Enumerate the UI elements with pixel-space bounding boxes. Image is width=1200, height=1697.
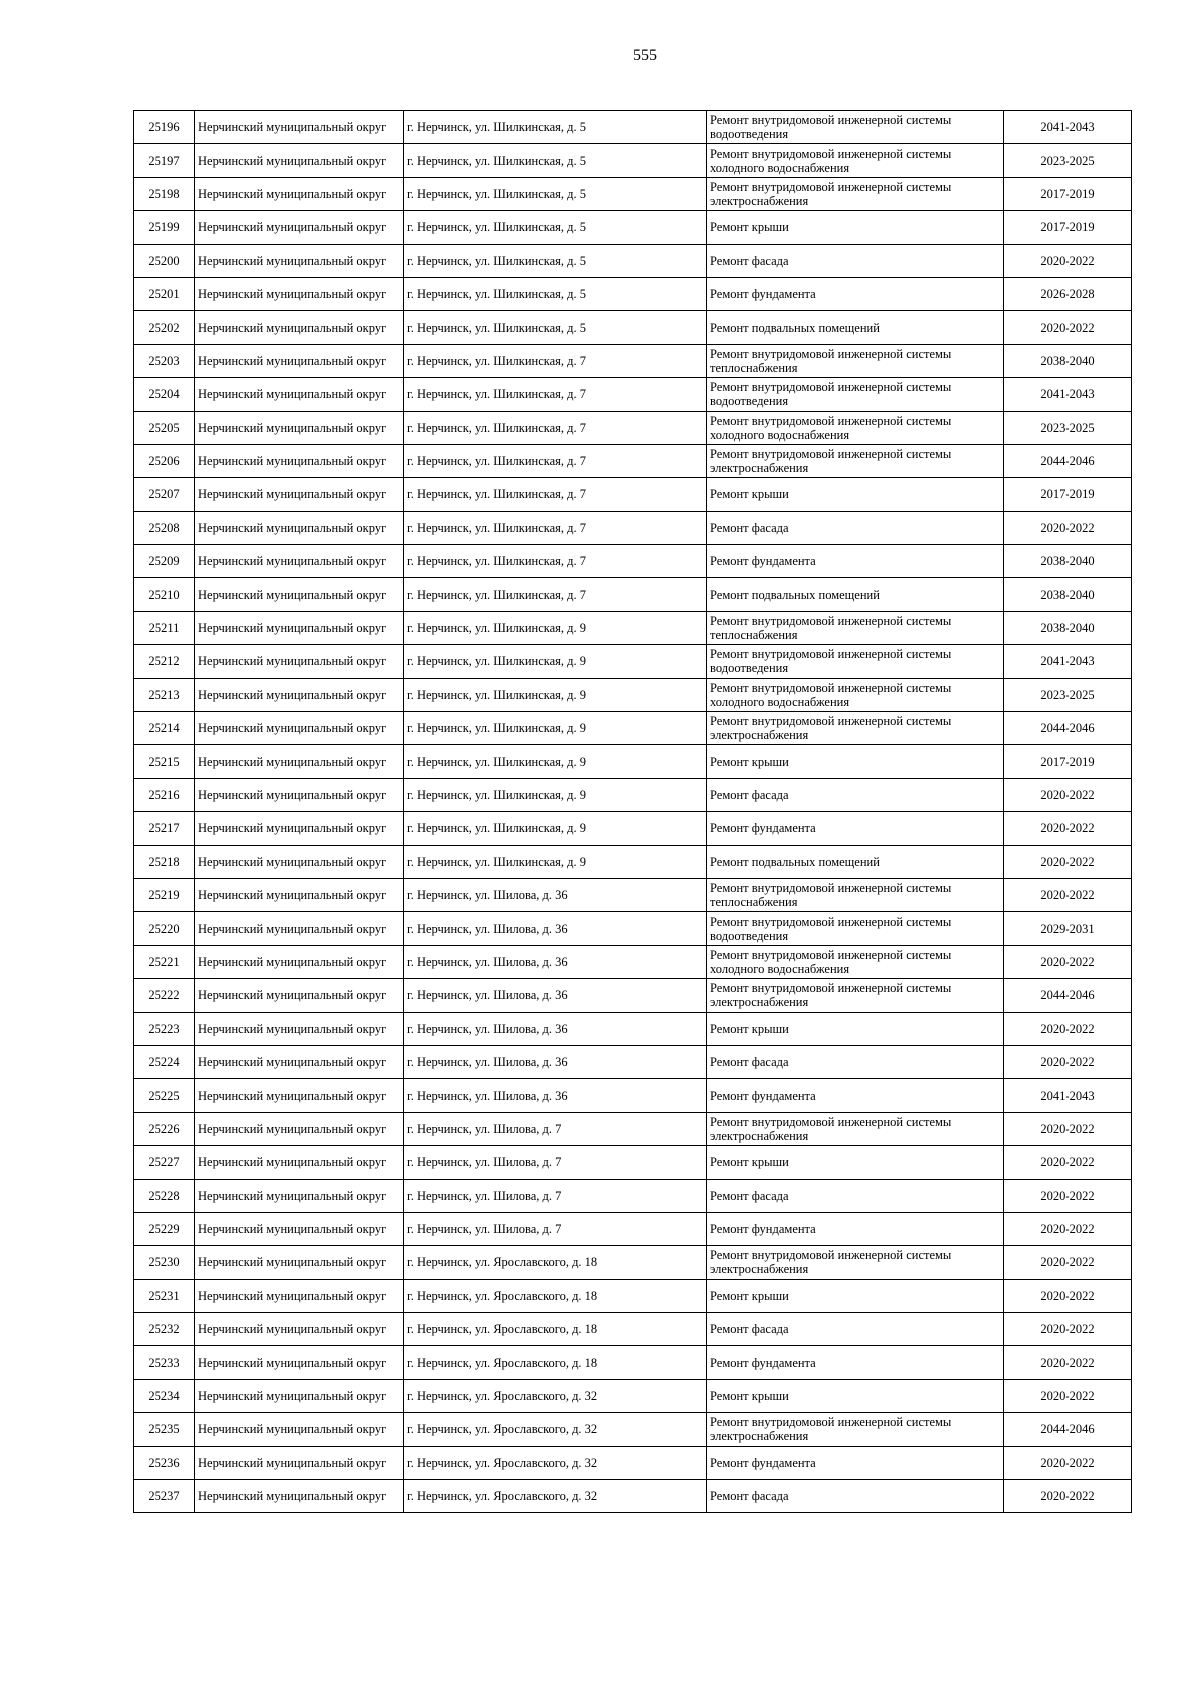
work-type-cell: Ремонт фундамента: [707, 1346, 1004, 1379]
district-cell: Нерчинский муниципальный округ: [195, 511, 404, 544]
address-cell: г. Нерчинск, ул. Шилкинская, д. 5: [404, 111, 707, 144]
work-type-cell: Ремонт подвальных помещений: [707, 311, 1004, 344]
period-cell: 2020-2022: [1004, 1379, 1132, 1412]
work-type-cell: Ремонт фасада: [707, 778, 1004, 811]
table-row: [134, 1045, 1132, 1078]
district-cell: Нерчинский муниципальный округ: [195, 244, 404, 277]
row-number: 25204: [134, 378, 195, 411]
table-row: [134, 745, 1132, 778]
district-cell: Нерчинский муниципальный округ: [195, 1446, 404, 1479]
row-number: 25218: [134, 845, 195, 878]
table-row: [134, 111, 1132, 144]
work-type-cell: Ремонт крыши: [707, 1012, 1004, 1045]
address-cell: г. Нерчинск, ул. Шилкинская, д. 9: [404, 678, 707, 711]
row-number: 25234: [134, 1379, 195, 1412]
address-cell: г. Нерчинск, ул. Ярославского, д. 32: [404, 1379, 707, 1412]
table-row: [134, 1146, 1132, 1179]
work-type-cell: Ремонт фасада: [707, 1313, 1004, 1346]
district-cell: Нерчинский муниципальный округ: [195, 1012, 404, 1045]
district-cell: Нерчинский муниципальный округ: [195, 1212, 404, 1245]
address-cell: г. Нерчинск, ул. Ярославского, д. 32: [404, 1480, 707, 1513]
work-type-cell: Ремонт внутридомовой инженерной системы электроснабжения: [707, 979, 1004, 1012]
address-cell: г. Нерчинск, ул. Ярославского, д. 32: [404, 1446, 707, 1479]
address-cell: г. Нерчинск, ул. Ярославского, д. 18: [404, 1346, 707, 1379]
period-cell: 2029-2031: [1004, 912, 1132, 945]
row-number: 25202: [134, 311, 195, 344]
period-cell: 2020-2022: [1004, 1279, 1132, 1312]
address-cell: г. Нерчинск, ул. Шилкинская, д. 9: [404, 745, 707, 778]
row-number: 25224: [134, 1045, 195, 1078]
address-cell: г. Нерчинск, ул. Шилова, д. 7: [404, 1179, 707, 1212]
address-cell: г. Нерчинск, ул. Шилова, д. 36: [404, 912, 707, 945]
table-row: [134, 411, 1132, 444]
district-cell: Нерчинский муниципальный округ: [195, 979, 404, 1012]
table-row: [134, 344, 1132, 377]
address-cell: г. Нерчинск, ул. Шилова, д. 36: [404, 878, 707, 911]
table-row: [134, 645, 1132, 678]
row-number: 25232: [134, 1313, 195, 1346]
address-cell: г. Нерчинск, ул. Шилкинская, д. 7: [404, 378, 707, 411]
period-cell: 2044-2046: [1004, 1413, 1132, 1446]
address-cell: г. Нерчинск, ул. Шилова, д. 7: [404, 1112, 707, 1145]
address-cell: г. Нерчинск, ул. Шилкинская, д. 9: [404, 778, 707, 811]
table-row: [134, 177, 1132, 210]
row-number: 25205: [134, 411, 195, 444]
district-cell: Нерчинский муниципальный округ: [195, 211, 404, 244]
work-type-cell: Ремонт внутридомовой инженерной системы водоотведения: [707, 111, 1004, 144]
district-cell: Нерчинский муниципальный округ: [195, 912, 404, 945]
address-cell: г. Нерчинск, ул. Шилкинская, д. 7: [404, 411, 707, 444]
period-cell: 2038-2040: [1004, 545, 1132, 578]
work-type-cell: Ремонт внутридомовой инженерной системы водоотведения: [707, 912, 1004, 945]
district-cell: Нерчинский муниципальный округ: [195, 845, 404, 878]
work-type-cell: Ремонт фундамента: [707, 1079, 1004, 1112]
row-number: 25214: [134, 712, 195, 745]
district-cell: Нерчинский муниципальный округ: [195, 1480, 404, 1513]
work-type-cell: Ремонт внутридомовой инженерной системы водоотведения: [707, 645, 1004, 678]
work-type-cell: Ремонт крыши: [707, 478, 1004, 511]
district-cell: Нерчинский муниципальный округ: [195, 1413, 404, 1446]
table-row: [134, 545, 1132, 578]
row-number: 25209: [134, 545, 195, 578]
period-cell: 2017-2019: [1004, 745, 1132, 778]
row-number: 25221: [134, 945, 195, 978]
period-cell: 2017-2019: [1004, 478, 1132, 511]
table-row: [134, 1480, 1132, 1513]
row-number: 25223: [134, 1012, 195, 1045]
period-cell: 2023-2025: [1004, 678, 1132, 711]
district-cell: Нерчинский муниципальный округ: [195, 478, 404, 511]
table-row: [134, 712, 1132, 745]
table-row: [134, 1112, 1132, 1145]
period-cell: 2020-2022: [1004, 945, 1132, 978]
row-number: 25201: [134, 277, 195, 310]
work-type-cell: Ремонт внутридомовой инженерной системы электроснабжения: [707, 712, 1004, 745]
work-type-cell: Ремонт внутридомовой инженерной системы холодного водоснабжения: [707, 144, 1004, 177]
period-cell: 2020-2022: [1004, 778, 1132, 811]
district-cell: Нерчинский муниципальный округ: [195, 1045, 404, 1078]
work-type-cell: Ремонт внутридомовой инженерной системы холодного водоснабжения: [707, 411, 1004, 444]
work-type-cell: Ремонт фундамента: [707, 1446, 1004, 1479]
row-number: 25219: [134, 878, 195, 911]
period-cell: 2038-2040: [1004, 578, 1132, 611]
address-cell: г. Нерчинск, ул. Шилкинская, д. 9: [404, 845, 707, 878]
table-row: [134, 878, 1132, 911]
row-number: 25220: [134, 912, 195, 945]
row-number: 25198: [134, 177, 195, 210]
district-cell: Нерчинский муниципальный округ: [195, 1112, 404, 1145]
row-number: 25229: [134, 1212, 195, 1245]
period-cell: 2020-2022: [1004, 1045, 1132, 1078]
district-cell: Нерчинский муниципальный округ: [195, 812, 404, 845]
row-number: 25222: [134, 979, 195, 1012]
row-number: 25211: [134, 611, 195, 644]
row-number: 25235: [134, 1413, 195, 1446]
period-cell: 2041-2043: [1004, 378, 1132, 411]
work-type-cell: Ремонт крыши: [707, 745, 1004, 778]
district-cell: Нерчинский муниципальный округ: [195, 1379, 404, 1412]
district-cell: Нерчинский муниципальный округ: [195, 745, 404, 778]
period-cell: 2020-2022: [1004, 244, 1132, 277]
district-cell: Нерчинский муниципальный округ: [195, 945, 404, 978]
period-cell: 2020-2022: [1004, 878, 1132, 911]
table-row: [134, 478, 1132, 511]
address-cell: г. Нерчинск, ул. Шилова, д. 36: [404, 945, 707, 978]
table-row: [134, 979, 1132, 1012]
row-number: 25217: [134, 812, 195, 845]
district-cell: Нерчинский муниципальный округ: [195, 611, 404, 644]
work-type-cell: Ремонт внутридомовой инженерной системы теплоснабжения: [707, 878, 1004, 911]
address-cell: г. Нерчинск, ул. Шилкинская, д. 9: [404, 812, 707, 845]
period-cell: 2041-2043: [1004, 1079, 1132, 1112]
row-number: 25226: [134, 1112, 195, 1145]
period-cell: 2020-2022: [1004, 1446, 1132, 1479]
address-cell: г. Нерчинск, ул. Шилова, д. 7: [404, 1212, 707, 1245]
work-type-cell: Ремонт внутридомовой инженерной системы электроснабжения: [707, 444, 1004, 477]
table-row: [134, 611, 1132, 644]
district-cell: Нерчинский муниципальный округ: [195, 878, 404, 911]
district-cell: Нерчинский муниципальный округ: [195, 411, 404, 444]
work-type-cell: Ремонт фасада: [707, 1045, 1004, 1078]
period-cell: 2020-2022: [1004, 1146, 1132, 1179]
table-row: [134, 812, 1132, 845]
period-cell: 2044-2046: [1004, 979, 1132, 1012]
district-cell: Нерчинский муниципальный округ: [195, 645, 404, 678]
table-row: [134, 1212, 1132, 1245]
table-row: [134, 1012, 1132, 1045]
row-number: 25213: [134, 678, 195, 711]
row-number: 25206: [134, 444, 195, 477]
table-row: [134, 1179, 1132, 1212]
period-cell: 2020-2022: [1004, 1480, 1132, 1513]
period-cell: 2020-2022: [1004, 1179, 1132, 1212]
table-row: [134, 845, 1132, 878]
work-type-cell: Ремонт фасада: [707, 1480, 1004, 1513]
row-number: 25237: [134, 1480, 195, 1513]
table-row: [134, 1379, 1132, 1412]
table-row: [134, 1446, 1132, 1479]
work-type-cell: Ремонт внутридомовой инженерной системы электроснабжения: [707, 1246, 1004, 1279]
row-number: 25208: [134, 511, 195, 544]
period-cell: 2017-2019: [1004, 211, 1132, 244]
district-cell: Нерчинский муниципальный округ: [195, 545, 404, 578]
district-cell: Нерчинский муниципальный округ: [195, 444, 404, 477]
address-cell: г. Нерчинск, ул. Шилова, д. 36: [404, 979, 707, 1012]
row-number: 25199: [134, 211, 195, 244]
table-row: [134, 778, 1132, 811]
row-number: 25203: [134, 344, 195, 377]
row-number: 25215: [134, 745, 195, 778]
row-number: 25228: [134, 1179, 195, 1212]
table-row: [134, 1346, 1132, 1379]
row-number: 25216: [134, 778, 195, 811]
district-cell: Нерчинский муниципальный округ: [195, 578, 404, 611]
work-type-cell: Ремонт фундамента: [707, 1212, 1004, 1245]
table-row: [134, 378, 1132, 411]
work-type-cell: Ремонт фасада: [707, 1179, 1004, 1212]
row-number: 25236: [134, 1446, 195, 1479]
table-row: [134, 244, 1132, 277]
address-cell: г. Нерчинск, ул. Шилкинская, д. 5: [404, 177, 707, 210]
work-type-cell: Ремонт фундамента: [707, 277, 1004, 310]
period-cell: 2020-2022: [1004, 1313, 1132, 1346]
capital-repair-table: [133, 110, 1132, 1513]
table-body: [134, 111, 1132, 1513]
work-type-cell: Ремонт внутридомовой инженерной системы теплоснабжения: [707, 611, 1004, 644]
table-row: [134, 1079, 1132, 1112]
table-row: [134, 444, 1132, 477]
period-cell: 2020-2022: [1004, 1246, 1132, 1279]
address-cell: г. Нерчинск, ул. Шилкинская, д. 7: [404, 478, 707, 511]
address-cell: г. Нерчинск, ул. Шилова, д. 36: [404, 1079, 707, 1112]
district-cell: Нерчинский муниципальный округ: [195, 778, 404, 811]
district-cell: Нерчинский муниципальный округ: [195, 712, 404, 745]
work-type-cell: Ремонт внутридомовой инженерной системы холодного водоснабжения: [707, 945, 1004, 978]
district-cell: Нерчинский муниципальный округ: [195, 177, 404, 210]
district-cell: Нерчинский муниципальный округ: [195, 1313, 404, 1346]
address-cell: г. Нерчинск, ул. Шилкинская, д. 7: [404, 578, 707, 611]
address-cell: г. Нерчинск, ул. Шилова, д. 36: [404, 1045, 707, 1078]
address-cell: г. Нерчинск, ул. Ярославского, д. 18: [404, 1279, 707, 1312]
work-type-cell: Ремонт крыши: [707, 211, 1004, 244]
district-cell: Нерчинский муниципальный округ: [195, 1279, 404, 1312]
district-cell: Нерчинский муниципальный округ: [195, 1179, 404, 1212]
row-number: 25227: [134, 1146, 195, 1179]
district-cell: Нерчинский муниципальный округ: [195, 1246, 404, 1279]
row-number: 25225: [134, 1079, 195, 1112]
address-cell: г. Нерчинск, ул. Шилкинская, д. 7: [404, 444, 707, 477]
work-type-cell: Ремонт крыши: [707, 1146, 1004, 1179]
district-cell: Нерчинский муниципальный округ: [195, 344, 404, 377]
work-type-cell: Ремонт подвальных помещений: [707, 845, 1004, 878]
table-row: [134, 1313, 1132, 1346]
row-number: 25200: [134, 244, 195, 277]
work-type-cell: Ремонт крыши: [707, 1279, 1004, 1312]
table-row: [134, 311, 1132, 344]
row-number: 25233: [134, 1346, 195, 1379]
address-cell: г. Нерчинск, ул. Шилкинская, д. 9: [404, 645, 707, 678]
address-cell: г. Нерчинск, ул. Шилкинская, д. 7: [404, 511, 707, 544]
work-type-cell: Ремонт подвальных помещений: [707, 578, 1004, 611]
table-row: [134, 511, 1132, 544]
work-type-cell: Ремонт фасада: [707, 511, 1004, 544]
work-type-cell: Ремонт внутридомовой инженерной системы теплоснабжения: [707, 344, 1004, 377]
address-cell: г. Нерчинск, ул. Шилкинская, д. 5: [404, 211, 707, 244]
period-cell: 2020-2022: [1004, 812, 1132, 845]
row-number: 25231: [134, 1279, 195, 1312]
address-cell: г. Нерчинск, ул. Шилова, д. 36: [404, 1012, 707, 1045]
work-type-cell: Ремонт внутридомовой инженерной системы водоотведения: [707, 378, 1004, 411]
district-cell: Нерчинский муниципальный округ: [195, 1346, 404, 1379]
period-cell: 2020-2022: [1004, 845, 1132, 878]
period-cell: 2017-2019: [1004, 177, 1132, 210]
period-cell: 2041-2043: [1004, 111, 1132, 144]
address-cell: г. Нерчинск, ул. Шилкинская, д. 7: [404, 545, 707, 578]
district-cell: Нерчинский муниципальный округ: [195, 144, 404, 177]
address-cell: г. Нерчинск, ул. Шилкинская, д. 9: [404, 712, 707, 745]
period-cell: 2044-2046: [1004, 712, 1132, 745]
work-type-cell: Ремонт фасада: [707, 244, 1004, 277]
work-type-cell: Ремонт фундамента: [707, 812, 1004, 845]
work-type-cell: Ремонт фундамента: [707, 545, 1004, 578]
table-row: [134, 144, 1132, 177]
period-cell: 2020-2022: [1004, 1112, 1132, 1145]
period-cell: 2023-2025: [1004, 411, 1132, 444]
period-cell: 2020-2022: [1004, 1346, 1132, 1379]
table-row: [134, 1279, 1132, 1312]
district-cell: Нерчинский муниципальный округ: [195, 111, 404, 144]
row-number: 25207: [134, 478, 195, 511]
table-row: [134, 1413, 1132, 1446]
work-type-cell: Ремонт внутридомовой инженерной системы электроснабжения: [707, 1413, 1004, 1446]
period-cell: 2020-2022: [1004, 1212, 1132, 1245]
row-number: 25196: [134, 111, 195, 144]
table-row: [134, 277, 1132, 310]
district-cell: Нерчинский муниципальный округ: [195, 1079, 404, 1112]
district-cell: Нерчинский муниципальный округ: [195, 277, 404, 310]
address-cell: г. Нерчинск, ул. Шилкинская, д. 5: [404, 144, 707, 177]
district-cell: Нерчинский муниципальный округ: [195, 1146, 404, 1179]
district-cell: Нерчинский муниципальный округ: [195, 378, 404, 411]
period-cell: 2026-2028: [1004, 277, 1132, 310]
address-cell: г. Нерчинск, ул. Ярославского, д. 32: [404, 1413, 707, 1446]
address-cell: г. Нерчинск, ул. Шилкинская, д. 7: [404, 344, 707, 377]
work-type-cell: Ремонт внутридомовой инженерной системы холодного водоснабжения: [707, 678, 1004, 711]
period-cell: 2020-2022: [1004, 311, 1132, 344]
row-number: 25212: [134, 645, 195, 678]
page-number: 555: [633, 47, 657, 64]
period-cell: 2044-2046: [1004, 444, 1132, 477]
period-cell: 2020-2022: [1004, 1012, 1132, 1045]
period-cell: 2038-2040: [1004, 344, 1132, 377]
row-number: 25210: [134, 578, 195, 611]
district-cell: Нерчинский муниципальный округ: [195, 678, 404, 711]
address-cell: г. Нерчинск, ул. Шилкинская, д. 5: [404, 311, 707, 344]
row-number: 25230: [134, 1246, 195, 1279]
address-cell: г. Нерчинск, ул. Шилкинская, д. 5: [404, 277, 707, 310]
district-cell: Нерчинский муниципальный округ: [195, 311, 404, 344]
table-row: [134, 1246, 1132, 1279]
table-row: [134, 211, 1132, 244]
address-cell: г. Нерчинск, ул. Шилкинская, д. 9: [404, 611, 707, 644]
row-number: 25197: [134, 144, 195, 177]
period-cell: 2023-2025: [1004, 144, 1132, 177]
address-cell: г. Нерчинск, ул. Шилова, д. 7: [404, 1146, 707, 1179]
work-type-cell: Ремонт внутридомовой инженерной системы электроснабжения: [707, 177, 1004, 210]
period-cell: 2020-2022: [1004, 511, 1132, 544]
period-cell: 2041-2043: [1004, 645, 1132, 678]
address-cell: г. Нерчинск, ул. Шилкинская, д. 5: [404, 244, 707, 277]
address-cell: г. Нерчинск, ул. Ярославского, д. 18: [404, 1313, 707, 1346]
address-cell: г. Нерчинск, ул. Ярославского, д. 18: [404, 1246, 707, 1279]
work-type-cell: Ремонт внутридомовой инженерной системы электроснабжения: [707, 1112, 1004, 1145]
table-row: [134, 578, 1132, 611]
period-cell: 2038-2040: [1004, 611, 1132, 644]
table-row: [134, 912, 1132, 945]
table-row: [134, 945, 1132, 978]
table-row: [134, 678, 1132, 711]
work-type-cell: Ремонт крыши: [707, 1379, 1004, 1412]
